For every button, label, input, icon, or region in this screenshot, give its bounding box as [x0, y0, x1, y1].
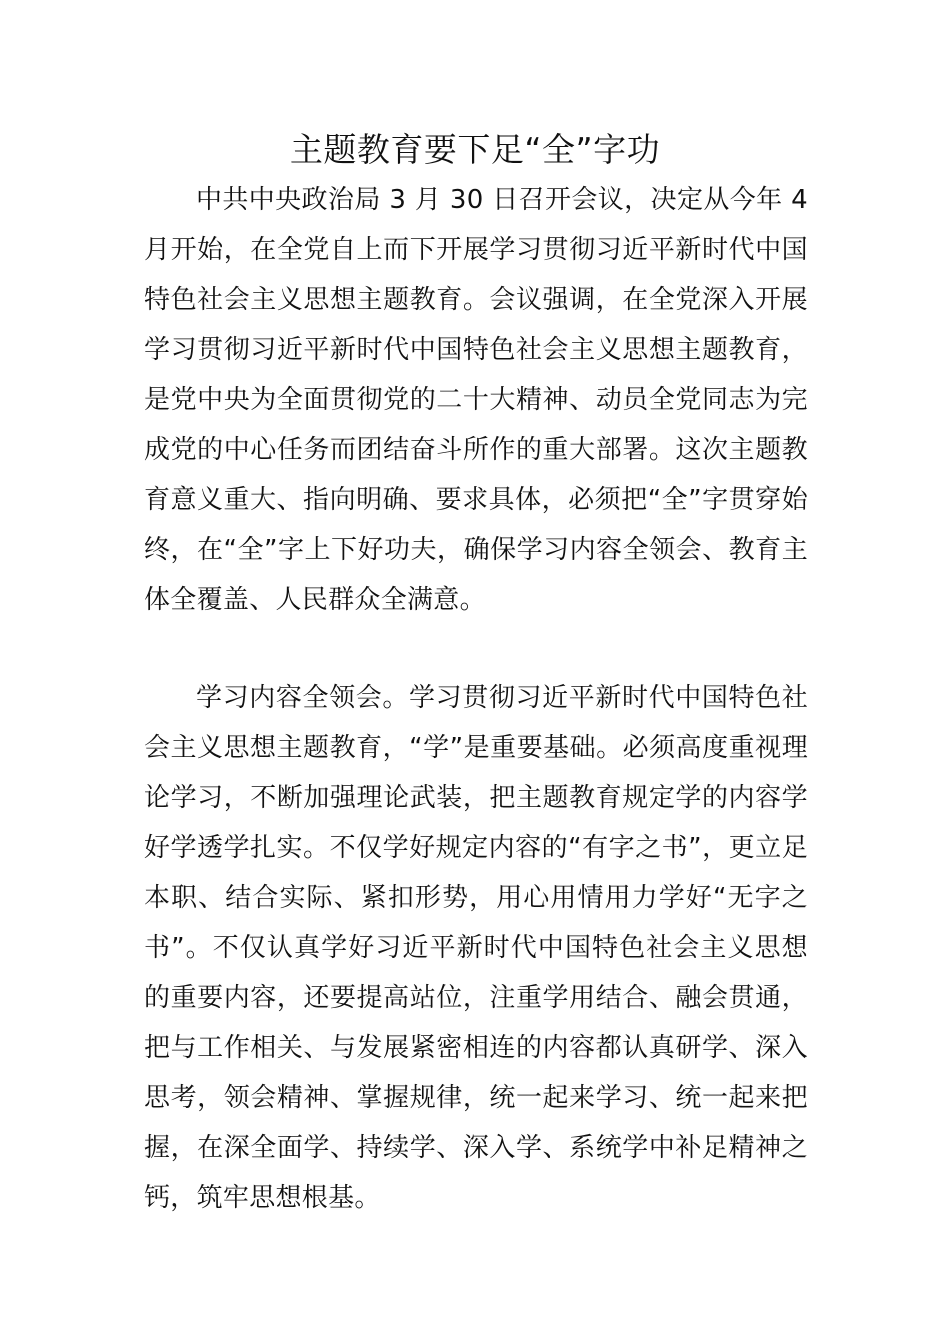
paragraph-intro: 中共中央政治局 3 月 30 日召开会议，决定从今年 4 月开始，在全党自上而下开展学习贯彻习近平新时代中国特色社会主义思想主题教育。会议强调，在全党深入开展学习贯彻习近平新时代中国特色社会主义思想主题教育，是党中央为全面贯彻党的二十大精神、动员全党同志为完成党的中心任务而团结奋斗所作的重大部署。这次主题教育意义重大、指向明确、要求具体，必须把“全”字贯穿始终，在“全”字上下好功夫，确保学习内容全领会、教育主体全覆盖、人民群众全满意。 [144, 185, 808, 615]
paragraph-study-content: 学习内容全领会。学习贯彻习近平新时代中国特色社会主义思想主题教育，“学”是重要基础。必须高度重视理论学习，不断加强理论武装，把主题教育规定学的内容学好学透学扎实。不仅学好规定内容的“有字之书”，更立足本职、结合实际、紧扣形势，用心用情用力学好“无字之书”。不仅认真学好习近平新时代中国特色社会主义思想的重要内容，还要提高站位，注重学用结合、融会贯通，把与工作相关、与发展紧密相连的内容都认真研学、深入思考，领会精神、掌握规律，统一起来学习、统一起来把握，在深全面学、持续学、深入学、系统学中补足精神之钙，筑牢思想根基。 [144, 683, 808, 1213]
document-title: 主题教育要下足“全”字功 [289, 130, 661, 169]
